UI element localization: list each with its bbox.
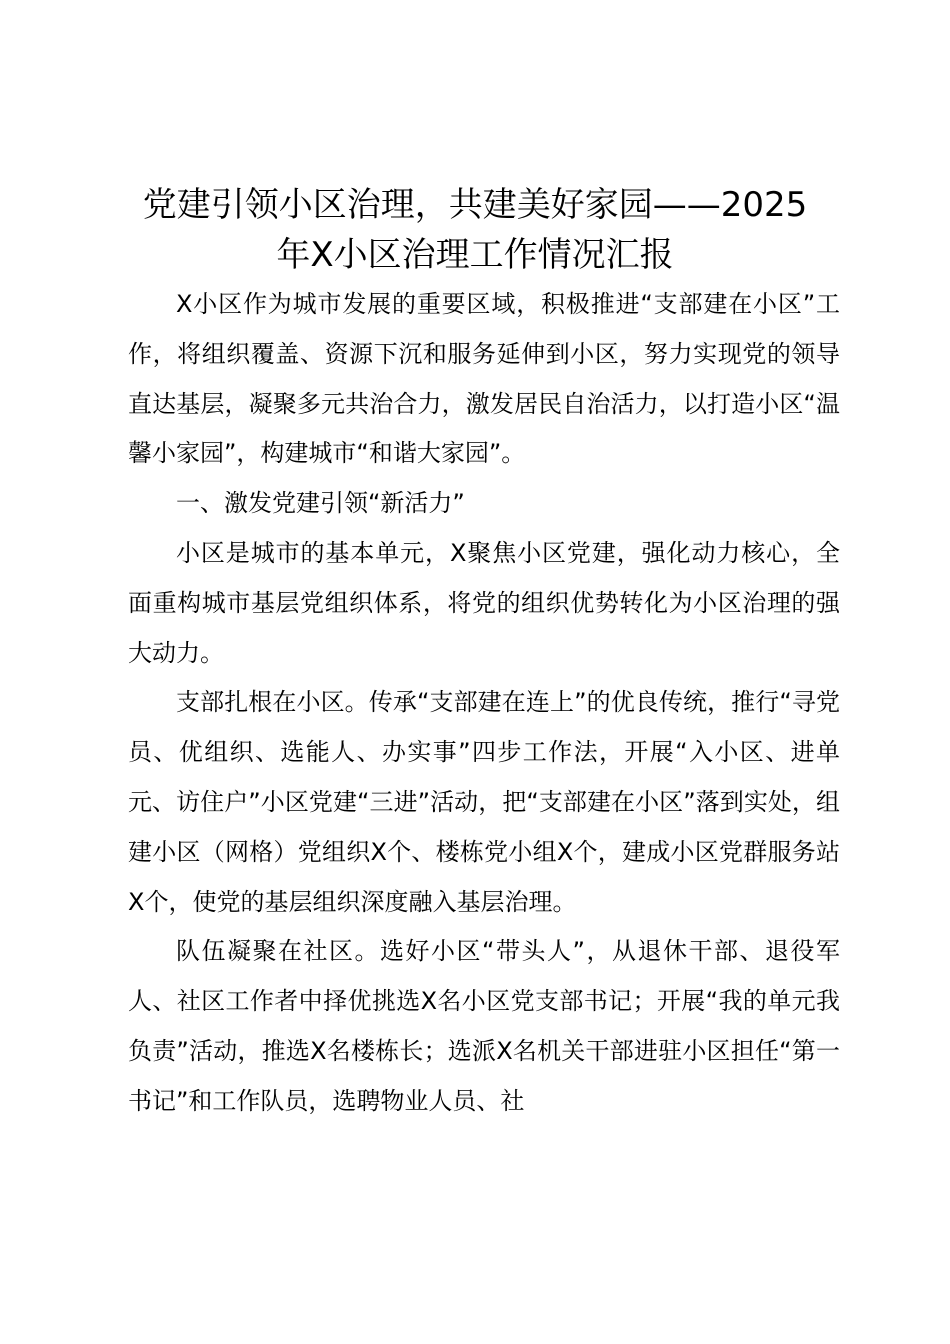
body-paragraph: 支部扎根在小区。传承“支部建在连上”的优良传统，推行“寻党员、优组织、选能人、办实事”四步工作法，开展“入小区、进单元、访住户”小区党建“三进”活动，把“支部建在小区”落到实处，组建小区（网格）党组织X个、楼栋党小组X个，建成小区党群服务站X个，使党的基层组织深度融入基层治理。: [128, 688, 840, 916]
title-line-1: 党建引领小区治理，共建美好家园——2025: [142, 185, 808, 225]
document-title: [120, 180, 830, 280]
intro-paragraph: X小区作为城市发展的重要区域，积极推进“支部建在小区”工作，将组织覆盖、资源下沉和服务延伸到小区，努力实现党的领导直达基层，凝聚多元共治合力，激发居民自治活力，以打造小区“温馨小家园”，构建城市“和谐大家园”。: [128, 290, 840, 468]
body-paragraph: 小区是城市的基本单元，X聚焦小区党建，强化动力核心，全面重构城市基层党组织体系，将党的组织优势转化为小区治理的强大动力。: [128, 538, 840, 667]
section-heading: 一、激发党建引领“新活力”: [176, 489, 465, 518]
title-line-2: 年X小区治理工作情况汇报: [276, 235, 674, 275]
body-paragraph: 队伍凝聚在社区。选好小区“带头人”，从退休干部、退役军人、社区工作者中择优挑选X名小区党支部书记；开展“我的单元我负责”活动，推选X名楼栋长；选派X名机关干部进驻小区担任“第一书记”和工作队员，选聘物业人员、社: [128, 937, 840, 1115]
document-body: [128, 280, 840, 1127]
